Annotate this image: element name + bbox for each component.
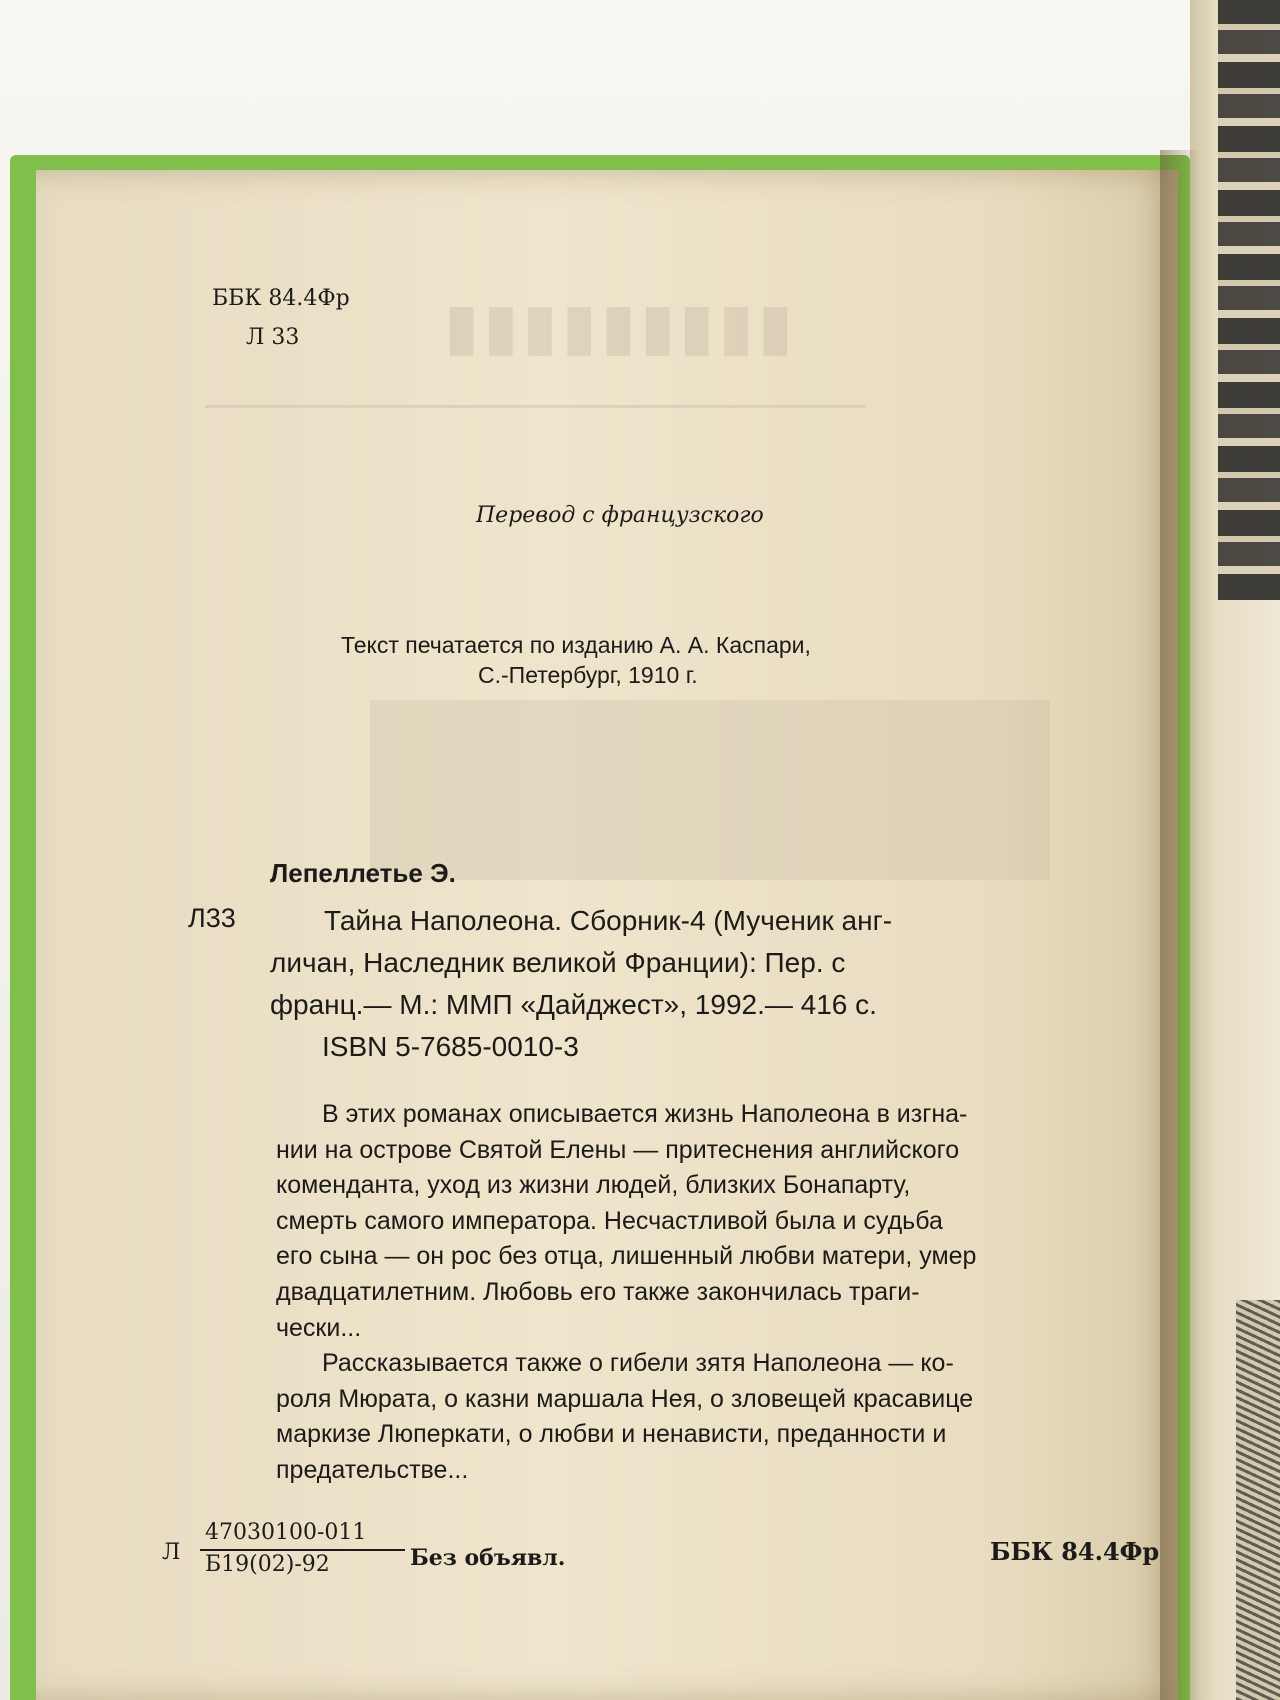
author-name: Лепеллетье Э.	[270, 858, 456, 888]
show-through-title: ▮▮▮▮▮▮▮▮▮	[440, 290, 793, 364]
author-code: Л33	[188, 903, 236, 933]
footer-index-numerator: 47030100-011	[205, 1520, 367, 1545]
biblio-line: франц.— М.: ММП «Дайджест», 1992.— 416 с.	[270, 989, 877, 1020]
annotation	[276, 1097, 1136, 1489]
annotation-line: смерть самого императора. Несчастливой была и судьба	[276, 1206, 943, 1235]
annotation-line: двадцатилетним. Любовь его также закончилась траги-	[276, 1277, 920, 1306]
annotation-line: маркизе Люперкати, о любви и ненависти, преданности и	[276, 1420, 947, 1449]
annotation-line: коменданта, уход из жизни людей, близких Бонапарту,	[276, 1171, 911, 1200]
annotation-line: предательстве...	[276, 1455, 469, 1484]
biblio-line: личан, Наследник великой Франции): Пер. с	[270, 947, 846, 978]
biblio-line: Тайна Наполеона. Сборник-4 (Мученик анг-	[324, 905, 893, 936]
facing-page-illustration	[1218, 0, 1280, 600]
footer-letter: Л	[162, 1540, 181, 1565]
source-edition-line-1: Текст печатается по изданию А. А. Каспари,	[341, 632, 811, 658]
author-mark-top: Л 33	[246, 325, 300, 350]
facing-page-engraving	[1236, 1300, 1280, 1700]
bbk-classification-top: ББК 84.4Фр	[212, 286, 350, 311]
footer-fraction-line	[200, 1549, 405, 1551]
annotation-line: нии на острове Святой Елены — притеснения английского	[276, 1135, 960, 1164]
annotation-line: чески...	[276, 1313, 362, 1342]
show-through-rule	[205, 405, 865, 408]
bibliographic-record	[270, 900, 1130, 1068]
translation-note: Перевод с французского	[476, 503, 764, 528]
source-edition-line-2: С.-Петербург, 1910 г.	[478, 662, 698, 688]
annotation-line: В этих романах описывается жизнь Наполеона в изгна-	[322, 1100, 968, 1128]
show-through-block	[370, 700, 1050, 880]
footer-no-advert: Без объявл.	[410, 1545, 566, 1571]
annotation-line: Рассказывается также о гибели зятя Наполеона — ко-	[322, 1349, 954, 1378]
footer-index-denominator: Б19(02)-92	[205, 1552, 330, 1577]
annotation-line: роля Мюрата, о казни маршала Нея, о зловещей красавице	[276, 1384, 974, 1413]
bbk-classification-footer: ББК 84.4Фр	[990, 1537, 1160, 1566]
page-gutter-shadow	[1160, 150, 1200, 1700]
annotation-line: его сына — он рос без отца, лишенный любви матери, умер	[276, 1242, 977, 1271]
isbn: ISBN 5-7685-0010-3	[322, 1031, 579, 1062]
